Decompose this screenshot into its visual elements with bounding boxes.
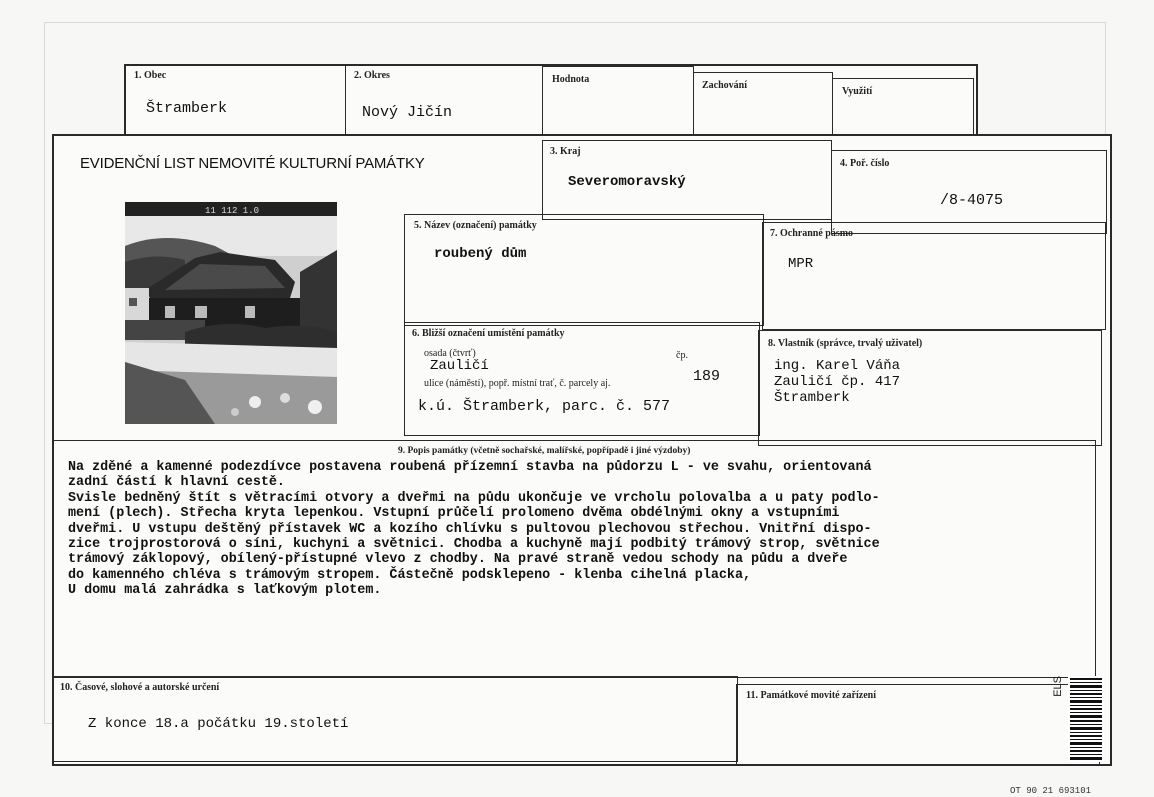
popis-line: Na zděné a kamenné podezdívce postavena roubená přízemní stavba na půdorzu L - ve svahu, orientovaná [68, 460, 872, 475]
osada-value: Zauličí [430, 358, 489, 374]
urceni-label: 10. Časové, slohové a autorské určení [60, 682, 220, 693]
popis-line: mení (plech). Střecha kryta lepenkou. Vstupní průčelí prolomeno dvěma obdélnými okny a vstupními [68, 506, 840, 522]
urceni-value: Z konce 18.a počátku 19.století [88, 716, 349, 732]
popis-line: dveřmi. U vstupu deštěný přístavek WC a kozího chlívku s pultovou plechovou střechou. Vnitřní dispo- [68, 521, 872, 537]
por-cislo-label: 4. Poř. číslo [840, 158, 890, 169]
building-photo [125, 202, 337, 424]
zachovani-label: Zachování [702, 80, 748, 91]
umisteni-label: 6. Bližší označení umístění památky [412, 328, 565, 339]
vlastnik-label: 8. Vlastník (správce, trvalý uživatel) [768, 338, 923, 349]
card-title: EVIDENČNÍ LIST NEMOVITÉ KULTURNÍ PAMÁTKY [80, 155, 425, 172]
cp-label: čp. [676, 350, 688, 361]
nazev-value: roubený dům [434, 246, 527, 262]
okres-value: Nový Jičín [362, 104, 453, 121]
obec-label: 1. Obec [134, 70, 167, 81]
ulice-label: ulice (náměstí), popř. místní trať, č. parcely aj. [424, 378, 611, 389]
popis-text [68, 460, 1088, 599]
pasmo-label: 7. Ochranné pásmo [770, 228, 854, 239]
vlastnik-line-3: Štramberk [774, 390, 850, 406]
barcode [1068, 676, 1104, 762]
popis-line: do kamenného chléva s trámovým stropem. Částečně podsklepeno - klenba cihelná placka, [68, 567, 752, 583]
vyuziti-label: Využití [842, 86, 873, 97]
osada-label: osada (čtvrť) [424, 348, 476, 359]
cp-value: 189 [693, 368, 721, 385]
okres-label: 2. Okres [354, 70, 390, 81]
photo-frame-strip: 11 112 1.0 [205, 206, 260, 216]
ku-value: k.ú. Štramberk, parc. č. 577 [418, 398, 671, 415]
hodnota-label: Hodnota [552, 74, 590, 85]
vlastnik-line-2: Zauličí čp. 417 [774, 374, 901, 390]
popis-line: trámový záklopový, obílený-přístupné vlevo z chodby. Na pravé straně vedou schody na půdu a dveře [68, 552, 848, 568]
obec-value: Štramberk [146, 100, 228, 117]
kraj-value: Severomoravský [568, 174, 686, 190]
popis-label: 9. Popis památky (včetně sochařské, malířské, popřípadě i jiné výzdoby) [398, 446, 691, 456]
movite-label: 11. Památkové movité zařízení [746, 690, 876, 701]
popis-line: zadní částí k hlavní cestě. [68, 475, 285, 491]
popis-line: Svisle bedněný štít s větracími otvory a dveřmi na půdu ukončuje ve vrcholu polovalba a u paty podlo- [68, 490, 880, 506]
popis-line: U domu malá zahrádka s laťkovým plotem. [68, 583, 382, 599]
pasmo-value: MPR [788, 256, 814, 272]
por-cislo-value: /8-4075 [940, 192, 1004, 209]
popis-line: zice trojprostorová o síni, kuchyni a světnici. Chodba a kuchyně mají podbitý trámový strop, světnice [68, 537, 880, 553]
vlastnik-line-1: ing. Karel Váňa [774, 358, 901, 374]
els-code: ELS [1052, 676, 1064, 697]
nazev-label: 5. Název (označení) památky [414, 220, 537, 231]
kraj-label: 3. Kraj [550, 146, 581, 157]
footer-code: OT 90 21 693101 [1010, 786, 1092, 796]
